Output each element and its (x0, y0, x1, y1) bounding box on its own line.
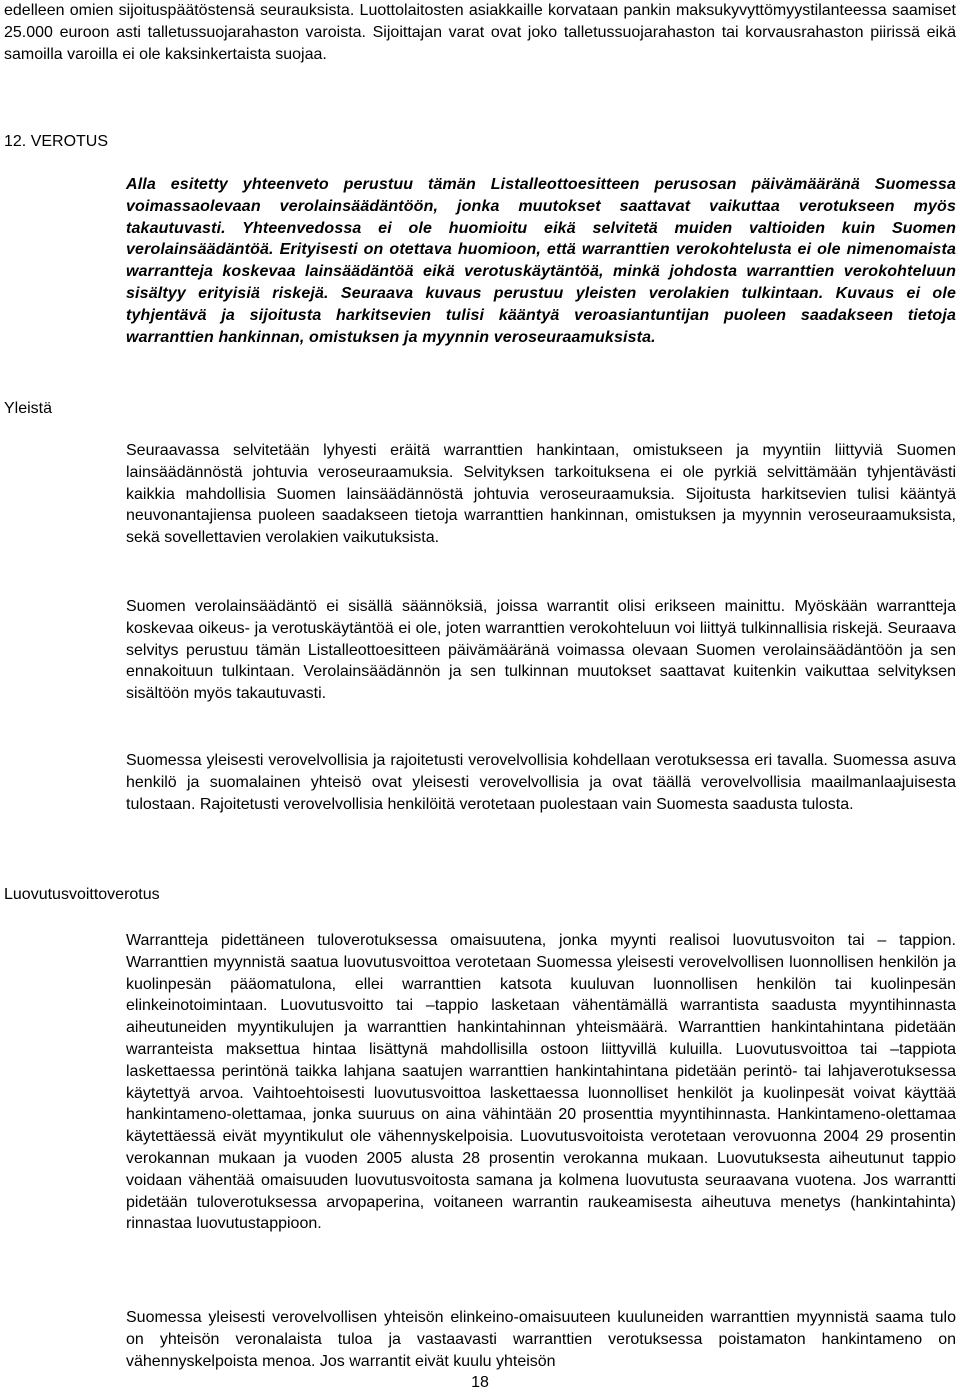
luovutus-heading: Luovutusvoittoverotus (4, 886, 160, 903)
section-heading: 12. VEROTUS (4, 133, 109, 150)
luovutus-paragraph-2: Suomessa yleisesti verovelvollisen yhteisön elinkeino-omaisuuteen kuuluneiden warranttien myynnistä saama tulo on yhteisön veronalaista tuloa ja vastaavasti warranttien verotuksessa poistamaton hankintameno on vähennyskelpoista menoa. Jos warrantit eivät kuulu yhteisön (126, 1309, 956, 1370)
disclaimer-paragraph: Alla esitetty yhteenveto perustuu tämän Listalleottoesitteen perusosan päivämääränä Suomessa voimassaolevaan verolainsäädäntöön, jonka muutokset saattavat vaikuttaa verotukseen myös takautuvasti. Yhteenvedossa ei ole huomioitu eikä selvitetä muiden valtioiden kuin Suomen verolainsäädäntöä. Erityisesti on otettava huomioon, että warranttien verokohtelusta ei ole nimenomaista warrantteja koskevaa lainsäädäntöä eikä verotuskäytäntöä, minkä johdosta warranttien verokohteluun sisältyy erityisiä riskejä. Seuraava kuvaus perustuu yleisten verolakien tulkintaan. Kuvaus ei ole tyhjentävä ja sijoitusta harkitsevien tulisi kääntyä veroasiantuntijan puoleen saadakseen tietoja warranttien hankinnan, omistuksen ja myynnin veroseuraamuksista. (126, 176, 956, 346)
intro-paragraph: edelleen omien sijoituspäätöstensä seurauksista. Luottolaitosten asiakkaille korvataan pankin maksukyvyttömyystilanteessa saamiset 25.000 euroon asti talletussuojarahaston varoista. Sijoittajan varat ovat joko talletussuojarahaston tai korvausrahaston piirissä eikä samoilla varoilla ei ole kaksinkertaista suojaa. (4, 2, 956, 63)
page-number: 18 (471, 1374, 489, 1391)
yleista-paragraph-3: Suomessa yleisesti verovelvollisia ja rajoitetusti verovelvollisia kohdellaan verotuksessa eri tavalla. Suomessa asuva henkilö ja suomalainen yhteisö ovat yleisesti verovelvollisia ja ovat täällä verovelvollisia maailmanlaajuisesta tulostaan. Rajoitetusti verovelvollisia henkilöitä verotetaan puolestaan vain Suomesta saadusta tulosta. (126, 752, 956, 813)
luovutus-paragraph-1: Warrantteja pidettäneen tuloverotuksessa omaisuutena, jonka myynti realisoi luovutusvoiton tai – tappion. Warranttien myynnistä saatua luovutusvoittoa verotetaan Suomessa yleisesti verovelvollisen luonnollisen henkilön ja kuolinpesän pääomatulona, ellei warranttien katsota kuuluvan luonnollisen henkilön tai kuolinpesän elinkeinotoimintaan. Luovutusvoitto tai –tappio lasketaan vähentämällä warrantista saadusta myyntihinnasta aiheutuneiden myyntikulujen ja warranttien hankintahinnan yhteismäärä. Warranttien hankintahintana pidetään warranteista maksettua hintaa lisättynä mahdollisilla ostoon liittyvillä kuluilla. Luovutusvoittoa tai –tappiota laskettaessa perintönä taikka lahjana saatujen warranttien hankintahintana pidetään perintö- tai lahjaverotuksessa käytettyä arvoa. Vaihtoehtoisesti luovutusvoittoa laskettaessa luonnolliset henkilöt ja kuolinpesät voivat käyttää hankintameno-olettamaa, jonka suuruus on aina vähintään 20 prosenttia myyntihinnasta. Hankintameno-olettamaa käytettäessä eivät myyntikulut ole vähennyskelpoisia. Luovutusvoitoista verotetaan verovuonna 2004 29 prosentin verokannan mukaan ja vuoden 2005 alusta 28 prosentin verokanna mukaan. Luovutuksesta aiheutunut tappio voidaan vähentää omaisuuden luovutusvoitosta samana ja kolmena luovutusta seuraavana vuotena. Jos warrantti pidetään tuloverotuksessa arvopaperina, voitaneen warrantin raukeamisesta aiheutuva menetys (hankintahinta) rinnastaa luovutustappioon. (126, 932, 956, 1233)
yleista-paragraph-2: Suomen verolainsäädäntö ei sisällä säännöksiä, joissa warrantit olisi erikseen mainittu. Myöskään warrantteja koskevaa oikeus- ja verotuskäytäntöä ei ole, joten warranttien verokohteluun voi liittyä tulkinnallisia riskejä. Seuraava selvitys perustuu tämän Listalleottoesitteen päivämääränä voimassa olevaan Suomen verolainsäädäntöön ja sen ennakoituun tulkintaan. Verolainsäädännön ja sen tulkinnan muutokset saattavat kuitenkin vaikuttaa selvityksen sisältöön myös takautuvasti. (126, 598, 956, 703)
yleista-heading: Yleistä (4, 400, 53, 417)
yleista-paragraph-1: Seuraavassa selvitetään lyhyesti eräitä warranttien hankintaan, omistukseen ja myyntiin liittyviä Suomen lainsäädännöstä johtuvia veroseuraamuksia. Selvityksen tarkoituksena ei ole pyrkiä selvittämään tyhjentävästi kaikkia mahdollisia Suomen lainsäädännöstä johtuvia veroseuraamuksia. Sijoitusta harkitsevien tulisi kääntyä neuvonantajiensa puoleen saadakseen tietoja warranttien hankinnan, omistuksen ja myynnin veroseuraamuksista, sekä sovellettavien verolakien vaikutuksista. (126, 442, 956, 547)
